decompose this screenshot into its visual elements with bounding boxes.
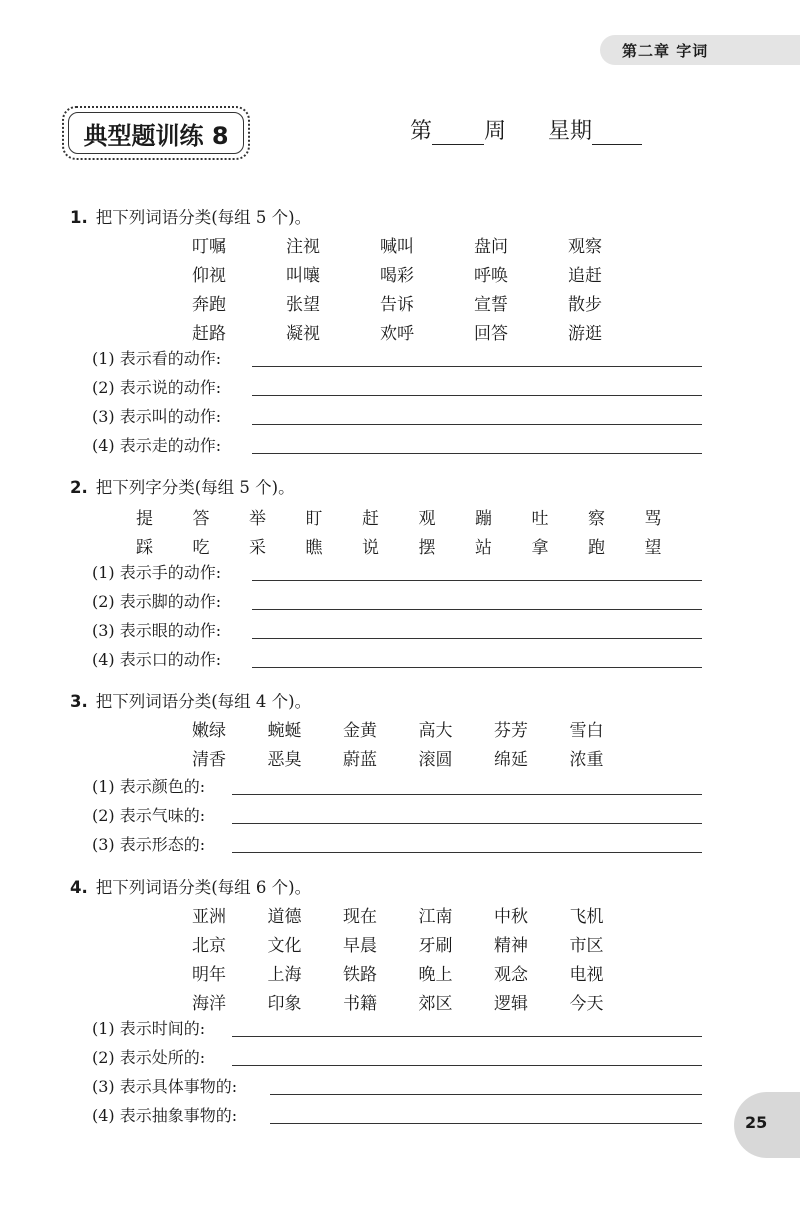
word-item: 瞧	[305, 538, 323, 558]
answer-label: (3) 表示形态的:	[92, 835, 206, 854]
answer-label: (2) 表示说的动作:	[92, 378, 222, 397]
page-title: 典型题训练 8	[83, 121, 229, 150]
answer-label: (1) 表示颜色的:	[92, 777, 206, 796]
question-number: 3.	[70, 692, 88, 711]
word-item: 仰视	[192, 266, 226, 286]
word-item: 散步	[568, 295, 602, 315]
question-prompt: 把下列字分类(每组 5 个)。	[95, 478, 295, 497]
question-number: 4.	[70, 878, 88, 897]
answer-line[interactable]	[232, 1065, 702, 1066]
word-item: 吐	[531, 509, 549, 529]
answer-line[interactable]	[270, 1094, 702, 1095]
answer-label: (3) 表示眼的动作:	[92, 621, 222, 640]
week-di: 第	[410, 119, 433, 144]
weekday-label: 星期	[548, 119, 593, 144]
word-item: 踩	[136, 538, 153, 558]
week-zhou: 周	[484, 119, 507, 144]
word-item: 摆	[418, 538, 436, 558]
word-item: 喊叫	[380, 237, 414, 257]
word-item: 提	[136, 509, 153, 529]
word-item: 凝视	[286, 324, 320, 344]
week-blank[interactable]	[432, 144, 484, 145]
answer-line[interactable]	[232, 794, 702, 795]
word-item: 晚上	[418, 965, 453, 985]
word-item: 北京	[192, 936, 226, 956]
question-number: 1.	[70, 208, 88, 227]
word-item: 追赶	[568, 266, 602, 286]
word-item: 亚洲	[192, 907, 226, 927]
word-item: 叮嘱	[192, 237, 226, 257]
word-item: 赶路	[192, 324, 226, 344]
answer-label: (4) 表示抽象事物的:	[92, 1106, 238, 1125]
word-item: 赶	[362, 509, 379, 529]
word-item: 恶臭	[267, 750, 302, 770]
word-item: 跑	[588, 538, 605, 558]
word-item: 吃	[192, 538, 210, 558]
answer-line[interactable]	[252, 667, 702, 668]
word-item: 雪白	[569, 721, 604, 741]
word-item: 铁路	[343, 965, 377, 985]
word-item: 盘问	[474, 237, 508, 257]
word-item: 早晨	[343, 936, 377, 956]
answer-label: (4) 表示走的动作:	[92, 436, 222, 455]
answer-label: (4) 表示口的动作:	[92, 650, 222, 669]
word-item: 蜿蜒	[267, 721, 302, 741]
word-item: 观	[418, 509, 436, 529]
word-item: 高大	[418, 721, 453, 741]
answer-line[interactable]	[232, 823, 702, 824]
answer-label: (1) 表示手的动作:	[92, 563, 222, 582]
word-item: 说	[362, 538, 379, 558]
title-frame	[62, 106, 250, 160]
word-item: 滚圆	[418, 750, 453, 770]
chapter-label: 第二章 字词	[622, 42, 709, 60]
answer-label: (3) 表示具体事物的:	[92, 1077, 238, 1096]
question-4	[70, 874, 311, 898]
answer-line[interactable]	[252, 424, 702, 425]
question-3	[70, 688, 311, 712]
word-item: 中秋	[494, 907, 528, 927]
word-item: 海洋	[192, 994, 226, 1014]
word-item: 金黄	[343, 721, 377, 741]
word-item: 望	[644, 538, 662, 558]
word-item: 牙刷	[418, 936, 453, 956]
question-number: 2.	[70, 478, 88, 497]
word-item: 现在	[343, 907, 377, 927]
question-prompt: 把下列词语分类(每组 6 个)。	[95, 878, 312, 897]
word-item: 嫩绿	[192, 721, 226, 741]
answer-label: (1) 表示时间的:	[92, 1019, 206, 1038]
word-item: 芬芳	[494, 721, 528, 741]
word-item: 上海	[267, 965, 302, 985]
word-item: 浓重	[569, 750, 604, 770]
weekday-field	[548, 114, 642, 145]
page-number: 25	[745, 1113, 768, 1132]
question-2	[70, 474, 295, 498]
weekday-blank[interactable]	[592, 144, 642, 145]
word-item: 回答	[474, 324, 508, 344]
word-item: 文化	[267, 936, 302, 956]
word-item: 观察	[568, 237, 602, 257]
word-item: 叫嚷	[286, 266, 320, 286]
word-item: 逻辑	[494, 994, 528, 1014]
word-item: 张望	[286, 295, 320, 315]
question-1	[70, 204, 311, 228]
word-item: 喝彩	[380, 266, 414, 286]
word-item: 盯	[305, 509, 323, 529]
word-item: 举	[249, 509, 266, 529]
word-item: 精神	[494, 936, 528, 956]
word-item: 察	[588, 509, 605, 529]
word-item: 飞机	[569, 907, 604, 927]
word-item: 蹦	[475, 509, 492, 529]
answer-label: (3) 表示叫的动作:	[92, 407, 222, 426]
word-item: 站	[475, 538, 492, 558]
word-item: 今天	[569, 994, 604, 1014]
word-item: 江南	[418, 907, 453, 927]
word-item: 市区	[569, 936, 604, 956]
answer-line[interactable]	[252, 638, 702, 639]
answer-label: (1) 表示看的动作:	[92, 349, 222, 368]
word-item: 骂	[644, 509, 662, 529]
word-item: 清香	[192, 750, 226, 770]
answer-line[interactable]	[252, 609, 702, 610]
word-item: 奔跑	[192, 295, 226, 315]
answer-line[interactable]	[232, 852, 702, 853]
word-item: 欢呼	[380, 324, 414, 344]
word-item: 书籍	[343, 994, 377, 1014]
word-item: 宣誓	[474, 295, 508, 315]
word-item: 电视	[569, 965, 604, 985]
word-item: 蔚蓝	[343, 750, 377, 770]
word-item: 印象	[267, 994, 302, 1014]
word-item: 注视	[286, 237, 320, 257]
question-prompt: 把下列词语分类(每组 4 个)。	[95, 692, 312, 711]
word-item: 郊区	[418, 994, 453, 1014]
answer-label: (2) 表示脚的动作:	[92, 592, 222, 611]
answer-line[interactable]	[252, 366, 702, 367]
week-field	[410, 114, 506, 145]
word-item: 答	[192, 509, 210, 529]
question-prompt: 把下列词语分类(每组 5 个)。	[95, 208, 312, 227]
answer-line[interactable]	[252, 580, 702, 581]
answer-line[interactable]	[252, 453, 702, 454]
answer-line[interactable]	[270, 1123, 702, 1124]
word-item: 道德	[267, 907, 302, 927]
word-item: 观念	[494, 965, 528, 985]
word-item: 游逛	[568, 324, 602, 344]
word-item: 明年	[192, 965, 226, 985]
word-item: 绵延	[494, 750, 528, 770]
answer-label: (2) 表示处所的:	[92, 1048, 206, 1067]
word-item: 呼唤	[474, 266, 508, 286]
answer-label: (2) 表示气味的:	[92, 806, 206, 825]
word-item: 拿	[531, 538, 549, 558]
word-item: 采	[249, 538, 266, 558]
answer-line[interactable]	[232, 1036, 702, 1037]
word-item: 告诉	[380, 295, 414, 315]
answer-line[interactable]	[252, 395, 702, 396]
